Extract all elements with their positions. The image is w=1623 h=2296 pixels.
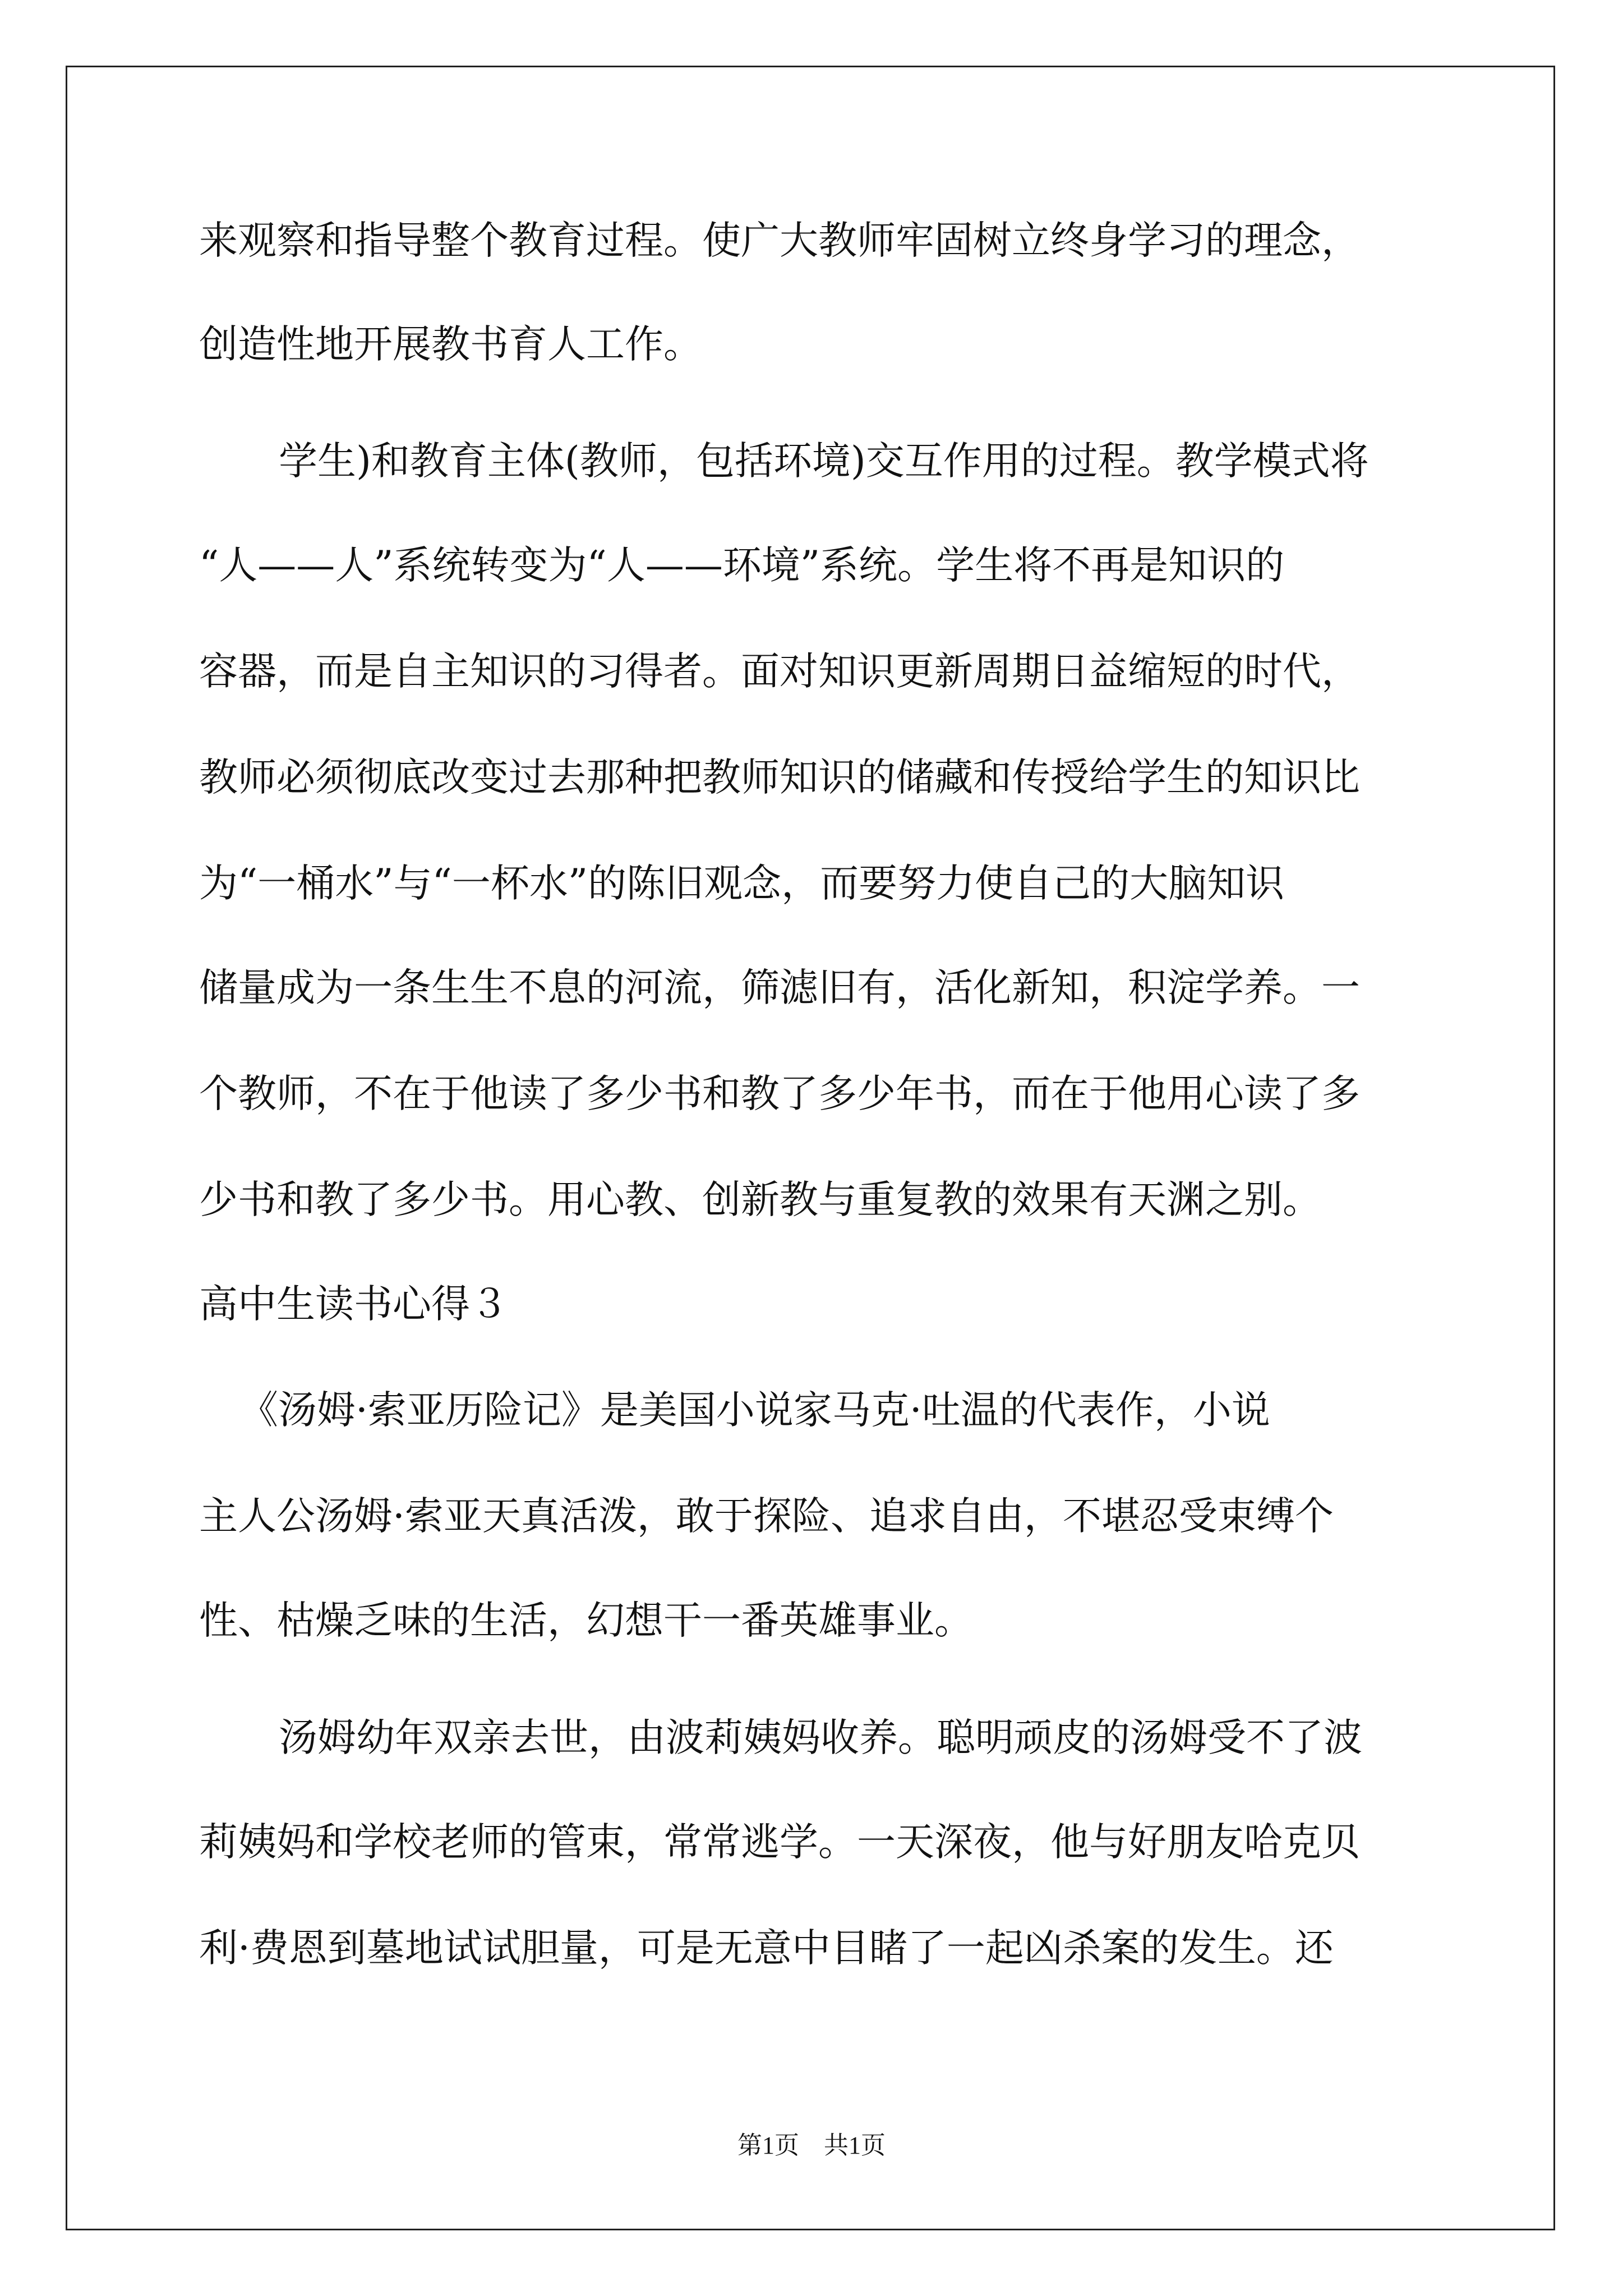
text-line: 储量成为一条生生不息的河流，筛滤旧有，活化新知，积淀学养。一 [199, 965, 1360, 1010]
text-line: 为“一桶水”与“一杯水”的陈旧观念，而要努力使自己的大脑知识 [199, 861, 1285, 906]
section-heading: 高中生读书心得３ [199, 1282, 509, 1327]
paragraph-first-line: 《汤姆·索亚历险记》是美国小说家马克·吐温的代表作，小说 [239, 1388, 1270, 1433]
text-line: 性、枯燥乏味的生活，幻想干一番英雄事业。 [199, 1598, 973, 1643]
text-line: 少书和教了多少书。用心教、创新教与重复教的效果有天渊之别。 [199, 1177, 1321, 1222]
text-line: 莉姨妈和学校老师的管束，常常逃学。一天深夜，他与好朋友哈克贝 [199, 1820, 1360, 1865]
page-border [66, 66, 1555, 2230]
text-line: 创造性地开展教书育人工作。 [199, 322, 702, 367]
text-line: “人——人”系统转变为“人——环境”系统。学生将不再是知识的 [199, 543, 1285, 588]
paragraph-first-line: 学生)和教育主体(教师，包括环境)交互作用的过程。教学模式将 [279, 439, 1369, 484]
text-line: 来观察和指导整个教育过程。使广大教师牢固树立终身学习的理念， [199, 218, 1360, 263]
page-footer: 第1页 共1页 [737, 2132, 886, 2159]
text-line: 利·费恩到墓地试试胆量，可是无意中目睹了一起凶杀案的发生。还 [199, 1926, 1334, 1971]
text-line: 容器，而是自主知识的习得者。面对知识更新周期日益缩短的时代， [199, 649, 1360, 694]
text-line: 教师必须彻底改变过去那种把教师知识的储藏和传授给学生的知识比 [199, 755, 1360, 800]
text-line: 个教师，不在于他读了多少书和教了多少年书，而在于他用心读了多 [199, 1071, 1360, 1116]
paragraph-first-line: 汤姆幼年双亲去世，由波莉姨妈收养。聪明顽皮的汤姆受不了波 [279, 1715, 1362, 1760]
text-line: 主人公汤姆·索亚天真活泼，敢于探险、追求自由，不堪忍受束缚个 [199, 1494, 1334, 1539]
